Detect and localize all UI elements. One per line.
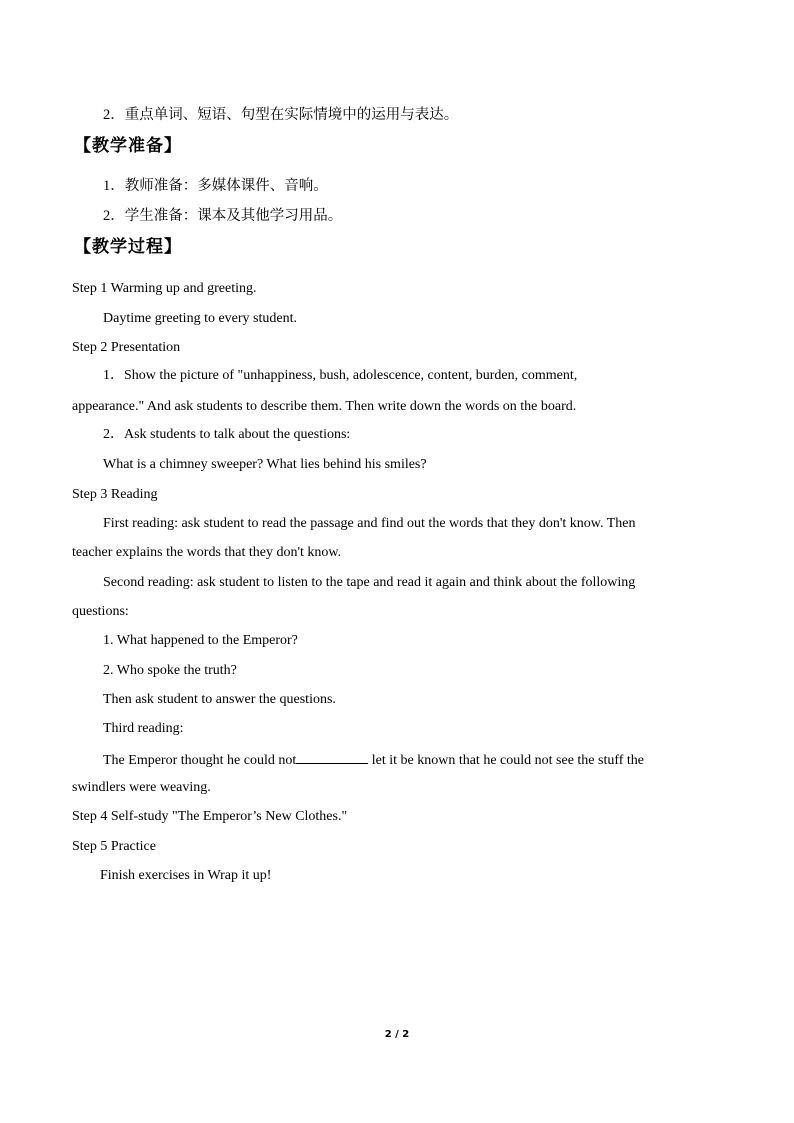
step3-title: Step 3 Reading [72, 487, 158, 502]
process-heading: 【教学过程】 [74, 237, 182, 256]
fill-blank-after: let it be known that he could not see the stuff the [368, 753, 645, 768]
preparation-item-1: 1．教师准备：多媒体课件、音响。 [103, 178, 328, 194]
step5-title: Step 5 Practice [72, 839, 156, 854]
step2-question: What is a chimney sweeper? What lies behind his smiles? [103, 457, 427, 472]
step4-title: Step 4 Self-study "The Emperor’s New Clothes." [72, 809, 348, 824]
fill-blank-line1 [103, 750, 644, 770]
step1-body: Daytime greeting to every student. [103, 311, 297, 326]
answer-instruction: Then ask student to answer the questions. [103, 692, 336, 707]
answer-blank [296, 750, 368, 764]
first-reading-line2: teacher explains the words that they don't know. [72, 545, 342, 560]
fill-blank-before: The Emperor thought he could not [103, 753, 297, 768]
step1-title: Step 1 Warming up and greeting. [72, 281, 257, 296]
step2-title: Step 2 Presentation [72, 340, 181, 355]
page-number: 2 / 2 [384, 1029, 410, 1040]
step2-item1-line1: 1．Show the picture of "unhappiness, bush, adolescence, content, burden, comment, [103, 368, 578, 383]
preparation-heading: 【教学准备】 [74, 136, 182, 155]
fill-blank-line2: swindlers were weaving. [72, 780, 211, 795]
first-reading-line1: First reading: ask student to read the passage and find out the words that they don't know. Then [103, 516, 636, 531]
question-2: 2. Who spoke the truth? [103, 663, 237, 678]
step2-item2: 2．Ask students to talk about the questions: [103, 427, 351, 442]
second-reading-line1: Second reading: ask student to listen to the tape and read it again and think about the following [103, 575, 636, 590]
step5-body: Finish exercises in Wrap it up! [100, 868, 272, 883]
second-reading-line2: questions: [72, 604, 129, 619]
preparation-item-2: 2．学生准备：课本及其他学习用品。 [103, 208, 343, 224]
step2-item1-line2: appearance." And ask students to describe them. Then write down the words on the board. [72, 399, 577, 414]
objective-item-2: 2．重点单词、短语、句型在实际情境中的运用与表达。 [103, 107, 459, 123]
third-reading: Third reading: [103, 721, 184, 736]
question-1: 1. What happened to the Emperor? [103, 633, 298, 648]
